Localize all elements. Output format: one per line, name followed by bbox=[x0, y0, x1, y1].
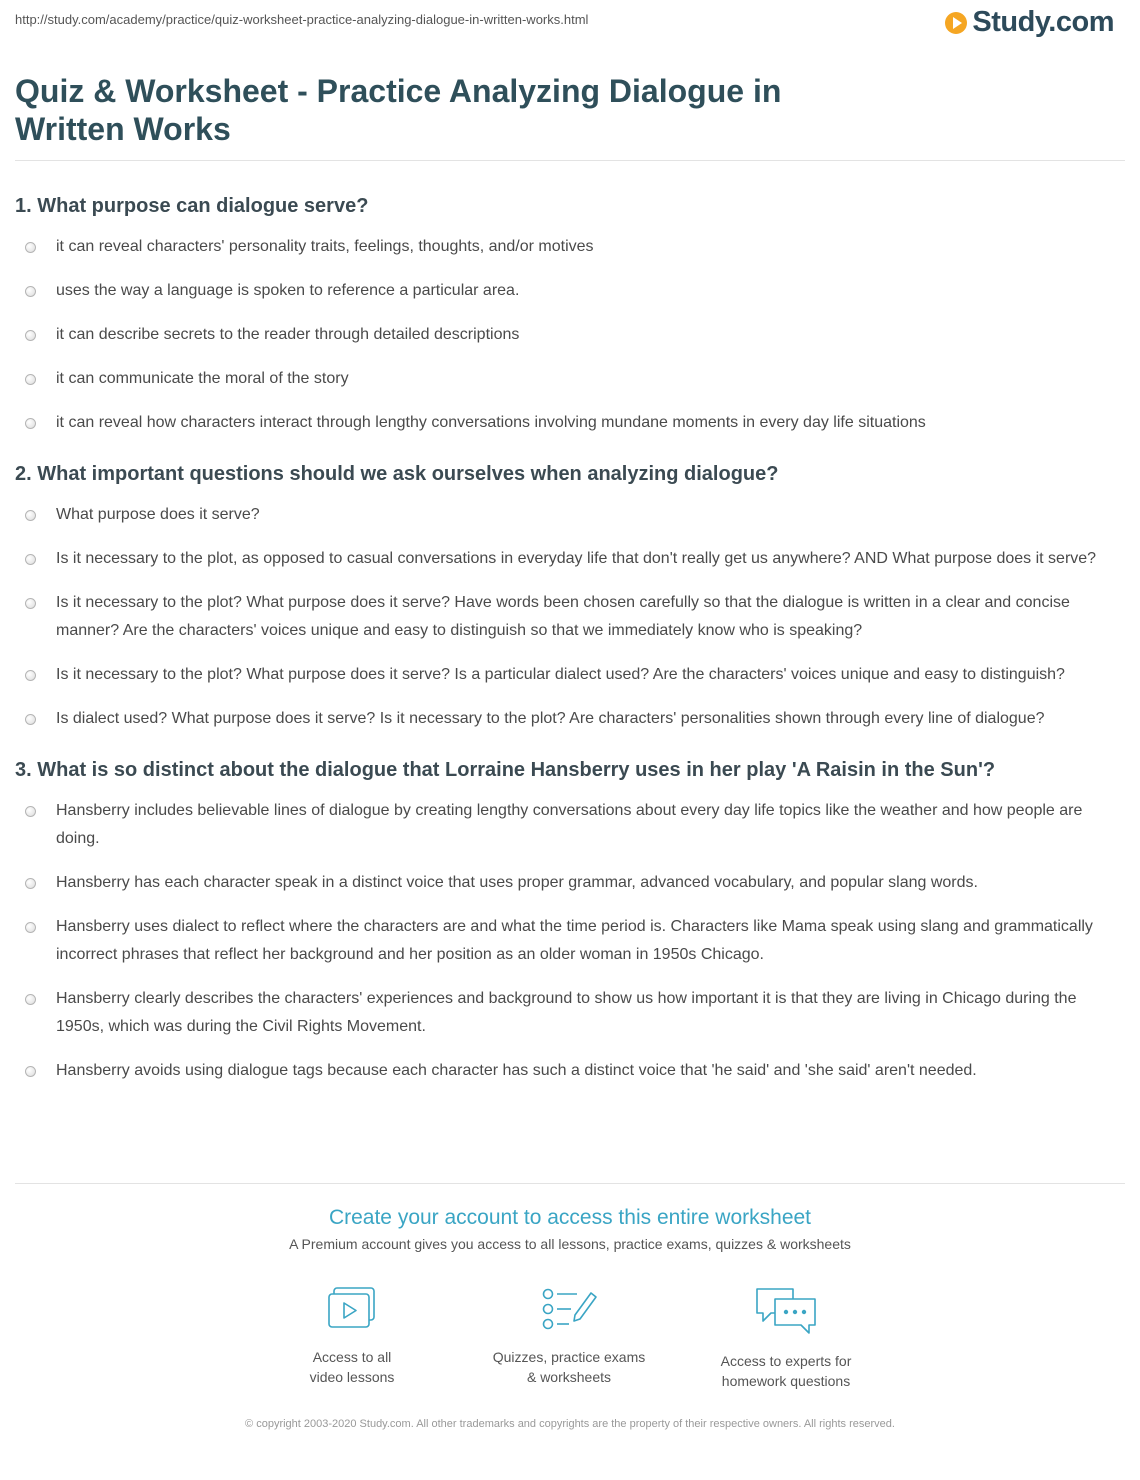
radio-button[interactable] bbox=[25, 994, 36, 1005]
question-2 bbox=[15, 461, 1125, 733]
answer-option[interactable] bbox=[15, 501, 1125, 529]
answer-option[interactable] bbox=[15, 365, 1125, 393]
answer-text: it can reveal how characters interact through lengthy conversations involving mundane moments in every day life situations bbox=[56, 414, 926, 431]
question-1 bbox=[15, 193, 1125, 437]
answer-text: What purpose does it serve? bbox=[56, 506, 260, 523]
question-title: 1. What purpose can dialogue serve? bbox=[15, 195, 369, 217]
answer-option[interactable] bbox=[15, 985, 1125, 1041]
promo-subtitle: A Premium account gives you access to all lessons, practice exams, quizzes & worksheets bbox=[289, 1236, 851, 1252]
radio-button[interactable] bbox=[25, 878, 36, 889]
chat-bubbles-icon bbox=[753, 1285, 819, 1337]
answer-option[interactable] bbox=[15, 705, 1125, 733]
answer-option[interactable] bbox=[15, 321, 1125, 349]
answer-option[interactable] bbox=[15, 797, 1125, 853]
answer-text: Hansberry avoids using dialogue tags because each character has such a distinct voice that 'he said' and 'she said' aren't needed. bbox=[56, 1062, 977, 1079]
question-3 bbox=[15, 757, 1125, 1085]
study-logo[interactable] bbox=[945, 6, 1114, 39]
answer-option[interactable] bbox=[15, 545, 1125, 573]
answer-option[interactable] bbox=[15, 661, 1125, 689]
answer-option[interactable] bbox=[15, 233, 1125, 261]
answer-option[interactable] bbox=[15, 589, 1125, 645]
radio-button[interactable] bbox=[25, 806, 36, 817]
radio-button[interactable] bbox=[25, 922, 36, 933]
promo-title[interactable]: Create your account to access this entire worksheet bbox=[328, 1206, 812, 1229]
feature-quizzes bbox=[469, 1285, 669, 1387]
answer-text: Hansberry has each character speak in a distinct voice that uses proper grammar, advanced vocabulary, and popular slang words. bbox=[56, 874, 978, 891]
feature-experts bbox=[686, 1285, 886, 1391]
answer-text: it can reveal characters' personality traits, feelings, thoughts, and/or motives bbox=[56, 238, 594, 255]
radio-button[interactable] bbox=[25, 330, 36, 341]
page-url[interactable]: http://study.com/academy/practice/quiz-worksheet-practice-analyzing-dialogue-in-written-works.html bbox=[15, 12, 589, 27]
quiz-content bbox=[15, 193, 1125, 1109]
radio-button[interactable] bbox=[25, 670, 36, 681]
page-title: Quiz & Worksheet - Practice Analyzing Dialogue in Written Works bbox=[15, 73, 782, 147]
answer-option[interactable] bbox=[15, 277, 1125, 305]
answer-text: Is it necessary to the plot? What purpose does it serve? Is a particular dialect used? Are the characters' voices unique and easy to distinguish? bbox=[56, 666, 1065, 683]
answer-option[interactable] bbox=[15, 869, 1125, 897]
radio-button[interactable] bbox=[25, 286, 36, 297]
radio-button[interactable] bbox=[25, 242, 36, 253]
answer-text: Hansberry clearly describes the characters' experiences and background to show us how important it is that they are living in Chicago during the 1950s, which was during the Civil Rights Movement. bbox=[56, 990, 1077, 1035]
feature-label: Access to all video lessons bbox=[309, 1349, 395, 1385]
answer-text: Hansberry includes believable lines of dialogue by creating lengthy conversations about every day life topics like the weather and how people are doing. bbox=[56, 802, 1083, 847]
logo-text: Study.com bbox=[972, 6, 1114, 38]
feature-label: Access to experts for homework questions bbox=[720, 1353, 852, 1389]
feature-video-lessons bbox=[252, 1285, 452, 1387]
answer-text: Is it necessary to the plot? What purpose does it serve? Have words been chosen carefully so that the dialogue is written in a clear and concise manner? Are the characters' voices unique and easy to distinguish so that we immediately know who is speaking? bbox=[56, 594, 1070, 639]
radio-button[interactable] bbox=[25, 418, 36, 429]
answer-text: uses the way a language is spoken to reference a particular area. bbox=[56, 282, 520, 299]
answer-option[interactable] bbox=[15, 913, 1125, 969]
answer-option[interactable] bbox=[15, 409, 1125, 437]
answer-text: Is dialect used? What purpose does it serve? Is it necessary to the plot? Are characters' personalities shown through every line of dialogue? bbox=[56, 710, 1045, 727]
radio-button[interactable] bbox=[25, 374, 36, 385]
answer-text: it can communicate the moral of the story bbox=[56, 370, 349, 387]
radio-button[interactable] bbox=[25, 554, 36, 565]
radio-button[interactable] bbox=[25, 1066, 36, 1077]
quiz-checklist-icon bbox=[539, 1285, 599, 1333]
copyright-footer: © copyright 2003-2020 Study.com. All other trademarks and copyrights are the property of their respective owners. All rights reserved. bbox=[245, 1418, 895, 1430]
radio-button[interactable] bbox=[25, 510, 36, 521]
radio-button[interactable] bbox=[25, 598, 36, 609]
video-lessons-icon bbox=[324, 1285, 380, 1333]
divider bbox=[15, 1183, 1125, 1184]
question-title: 2. What important questions should we ask ourselves when analyzing dialogue? bbox=[15, 463, 779, 485]
answer-text: Is it necessary to the plot, as opposed to casual conversations in everyday life that don't really get us anywhere? AND What purpose does it serve? bbox=[56, 550, 1097, 567]
feature-label: Quizzes, practice exams & worksheets bbox=[492, 1349, 646, 1385]
radio-button[interactable] bbox=[25, 714, 36, 725]
answer-text: Hansberry uses dialect to reflect where the characters are and what the time period is. Characters like Mama speak using slang and grammatically incorrect phrases that reflect her background and her position as an older woman in 1950s Chicago. bbox=[56, 918, 1093, 963]
answer-text: it can describe secrets to the reader through detailed descriptions bbox=[56, 326, 520, 343]
question-title: 3. What is so distinct about the dialogue that Lorraine Hansberry uses in her play 'A Raisin in the Sun'? bbox=[15, 759, 996, 781]
answer-option[interactable] bbox=[15, 1057, 1125, 1085]
divider bbox=[15, 160, 1125, 161]
play-circle-icon bbox=[945, 12, 967, 34]
